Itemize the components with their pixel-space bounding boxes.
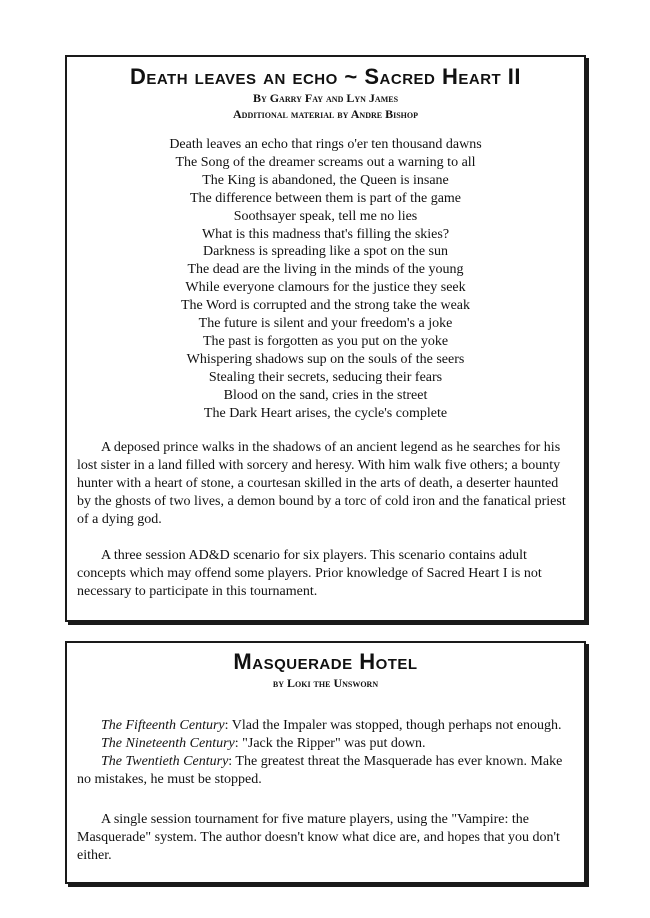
author-byline: By Garry Fay and Lyn James <box>252 91 399 105</box>
century-entry <box>67 717 584 735</box>
century-entry <box>67 753 584 789</box>
poem-line: While everyone clamours for the justice they seek <box>185 280 466 296</box>
century-text: : "Jack the Ripper" was put down. <box>234 736 426 751</box>
scenario-info-paragraph: A single session tournament for five mature players, using the "Vampire: the Masquerade" system. The author doesn't know what dice are, and hopes that you don't either. <box>77 812 560 863</box>
poem-line: The Song of the dreamer screams out a warning to all <box>175 154 476 170</box>
poem-line: Death leaves an echo that rings o'er ten thousand dawns <box>169 137 482 152</box>
additional-credit: Additional material by Andre Bishop <box>233 107 418 121</box>
poem-line: Blood on the sand, cries in the street <box>223 387 428 403</box>
scenario-title: Masquerade Hotel <box>233 649 418 674</box>
poem-line: Soothsayer speak, tell me no lies <box>233 208 418 224</box>
century-text: : The greatest threat the Masquerade has ever known. Make no mistakes, he must be stopped. <box>77 754 563 787</box>
century-label: The Nineteenth Century <box>101 736 235 751</box>
century-label: The Twentieth Century <box>101 754 229 769</box>
century-list <box>67 717 584 789</box>
poem-line: Darkness is spreading like a spot on the sun <box>203 244 448 260</box>
poem-line: The King is abandoned, the Queen is insane <box>202 172 449 188</box>
poem <box>67 136 584 423</box>
poem-line: Stealing their secrets, seducing their fears <box>208 369 443 385</box>
poem-line: Whispering shadows sup on the souls of the seers <box>186 351 465 367</box>
century-text: : Vlad the Impaler was stopped, though perhaps not enough. <box>224 718 562 733</box>
poem-line: The dead are the living in the minds of the young <box>187 262 464 278</box>
poem-line: The past is forgotten as you put on the yoke <box>202 333 449 349</box>
synopsis-paragraph: A deposed prince walks in the shadows of an ancient legend as he searches for his lost sister in a land filled with sorcery and heresy. With him walk five others; a bounty hunter with a heart of stone, a courtesan skilled in the arts of death, a deserter haunted by the ghosts of two lives, a demon bound by a torc of cold iron and the fanatical priest of a dying god. <box>77 439 566 527</box>
scenario-box-masquerade-hotel <box>65 641 586 884</box>
poem-line: The difference between them is part of the game <box>189 190 462 206</box>
scenario-box-sacred-heart <box>65 55 586 622</box>
scenario-title: Death leaves an echo ~ Sacred Heart II <box>129 64 522 89</box>
poem-line: The Dark Heart arises, the cycle's complete <box>203 405 448 421</box>
scenario-info-paragraph: A three session AD&D scenario for six players. This scenario contains adult concepts which may offend some players. Prior knowledge of Sacred Heart I is not necessary to participate in this tournament. <box>77 547 542 599</box>
century-label: The Fifteenth Century <box>101 718 225 733</box>
century-entry <box>67 735 584 753</box>
poem-line: The Word is corrupted and the strong take the weak <box>180 298 471 314</box>
poem-line: The future is silent and your freedom's a joke <box>198 316 453 332</box>
poem-line: What is this madness that's filling the skies? <box>201 226 450 242</box>
author-byline: by Loki the Unsworn <box>272 676 379 690</box>
